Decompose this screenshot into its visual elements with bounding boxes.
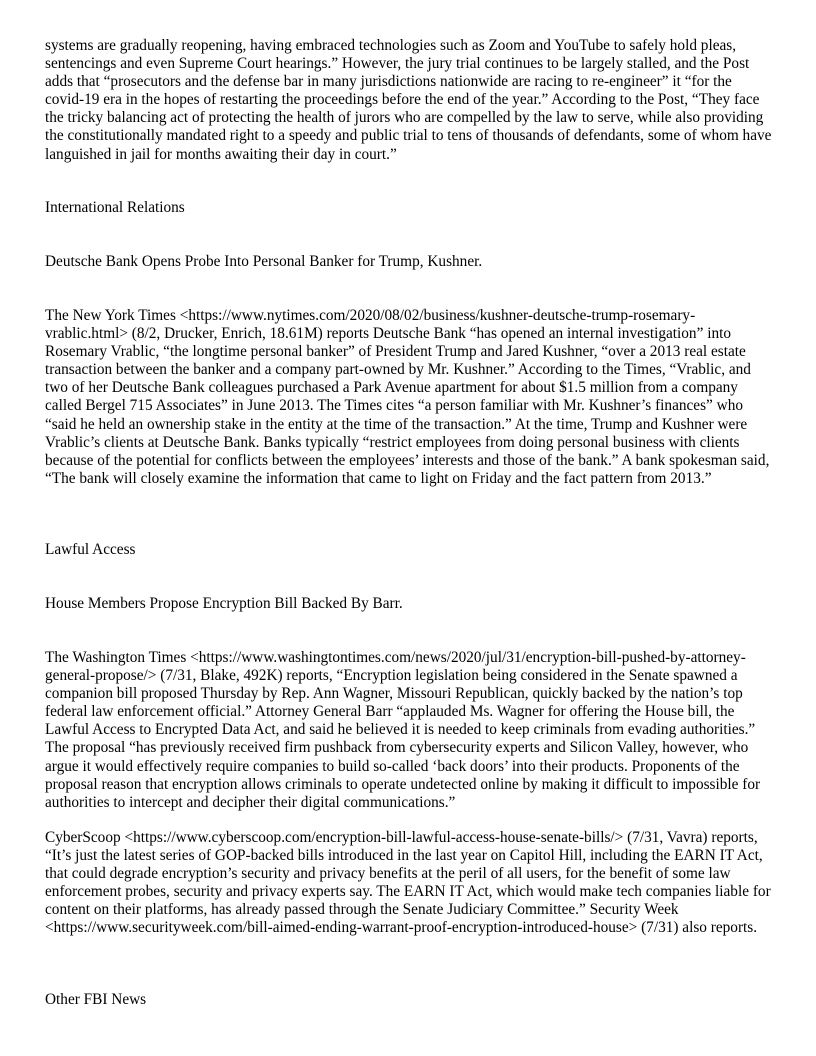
headline-encryption-bill: House Members Propose Encryption Bill Backed By Barr. [45, 595, 403, 612]
article-paragraph-washington-times: The Washington Times <https://www.washingtontimes.com/news/2020/jul/31/encryption-bill-pushed-by-attorney-general-propose/> (7/31, Blake, 492K) reports, “Encryption legislation being considered in the Senate spawned a companion bill proposed Thursday by Rep. Ann Wagner, Missouri Republican, quickly backed by the nation’s top federal law enforcement official.” Attorney General Barr “applauded Ms. Wagner for offering the House bill, the Lawful Access to Encrypted Data Act, and said he believed it is needed to keep criminals from evading authorities.” The proposal “has previously received firm pushback from cybersecurity experts and Silicon Valley, however, who argue it would effectively require companies to build so-called ‘back doors’ into their products. Proponents of the proposal reason that encryption allows criminals to operate undetected online by making it difficult to impossible for authorities to intercept and decipher their digital communications.” [45, 649, 761, 811]
section-heading-international-relations: International Relations [45, 199, 185, 216]
intro-paragraph: systems are gradually reopening, having embraced technologies such as Zoom and YouTube to safely hold pleas, sentencings and even Supreme Court hearings.” However, the jury trial continues to be largely stalled, and the Post adds that “prosecutors and the defense bar in many jurisdictions nationwide are racing to re-engineer” it “for the covid-19 era in the hopes of restarting the proceedings before the end of the year.” According to the Post, “They face the tricky balancing act of protecting the health of jurors who are compelled by the law to serve, while also providing the constitutionally mandated right to a speedy and public trial to tens of thousands of defendants, some of whom have languished in jail for months awaiting their day in court.” [45, 37, 772, 163]
headline-deutsche-bank: Deutsche Bank Opens Probe Into Personal Banker for Trump, Kushner. [45, 253, 483, 270]
section-heading-other-fbi-news: Other FBI News [45, 991, 147, 1008]
section-heading-lawful-access: Lawful Access [45, 541, 136, 558]
article-paragraph-nyt: The New York Times <https://www.nytimes.com/2020/08/02/business/kushner-deutsche-trump-rosemary-vrablic.html> (8/2, Drucker, Enrich, 18.61M) reports Deutsche Bank “has opened an internal investigation” into Rosemary Vrablic, “the longtime personal banker” of President Trump and Jared Kushner, “over a 2013 real estate transaction between the banker and a company part-owned by Mr. Kushner.” According to the Times, “Vrablic, and two of her Deutsche Bank colleagues purchased a Park Avenue apartment for about $1.5 million from a company called Bergel 715 Associates” in June 2013. The Times cites “a person familiar with Mr. Kushner’s finances” who “said he held an ownership stake in the entity at the time of the transaction.” At the time, Trump and Kushner were Vrablic’s clients at Deutsche Bank. Banks typically “restrict employees from doing personal business with clients because of the potential for conflicts between the employees’ interests and those of the bank.” A bank spokesman said, “The bank will closely examine the information that came to light on Friday and the fact pattern from 2013.” [45, 307, 770, 487]
article-paragraph-cyberscoop: CyberScoop <https://www.cyberscoop.com/encryption-bill-lawful-access-house-senate-bills/> (7/31, Vavra) reports, “It’s just the latest series of GOP-backed bills introduced in the last year on Capitol Hill, including the EARN IT Act, that could degrade encryption’s security and privacy benefits at the peril of all users, for the benefit of some law enforcement probes, security and privacy experts say. The EARN IT Act, which would make tech companies liable for content on their platforms, has already passed through the Senate Judiciary Committee.” Security Week <https://www.securityweek.com/bill-aimed-ending-warrant-proof-encryption-introduced-house> (7/31) also reports. [45, 829, 771, 937]
